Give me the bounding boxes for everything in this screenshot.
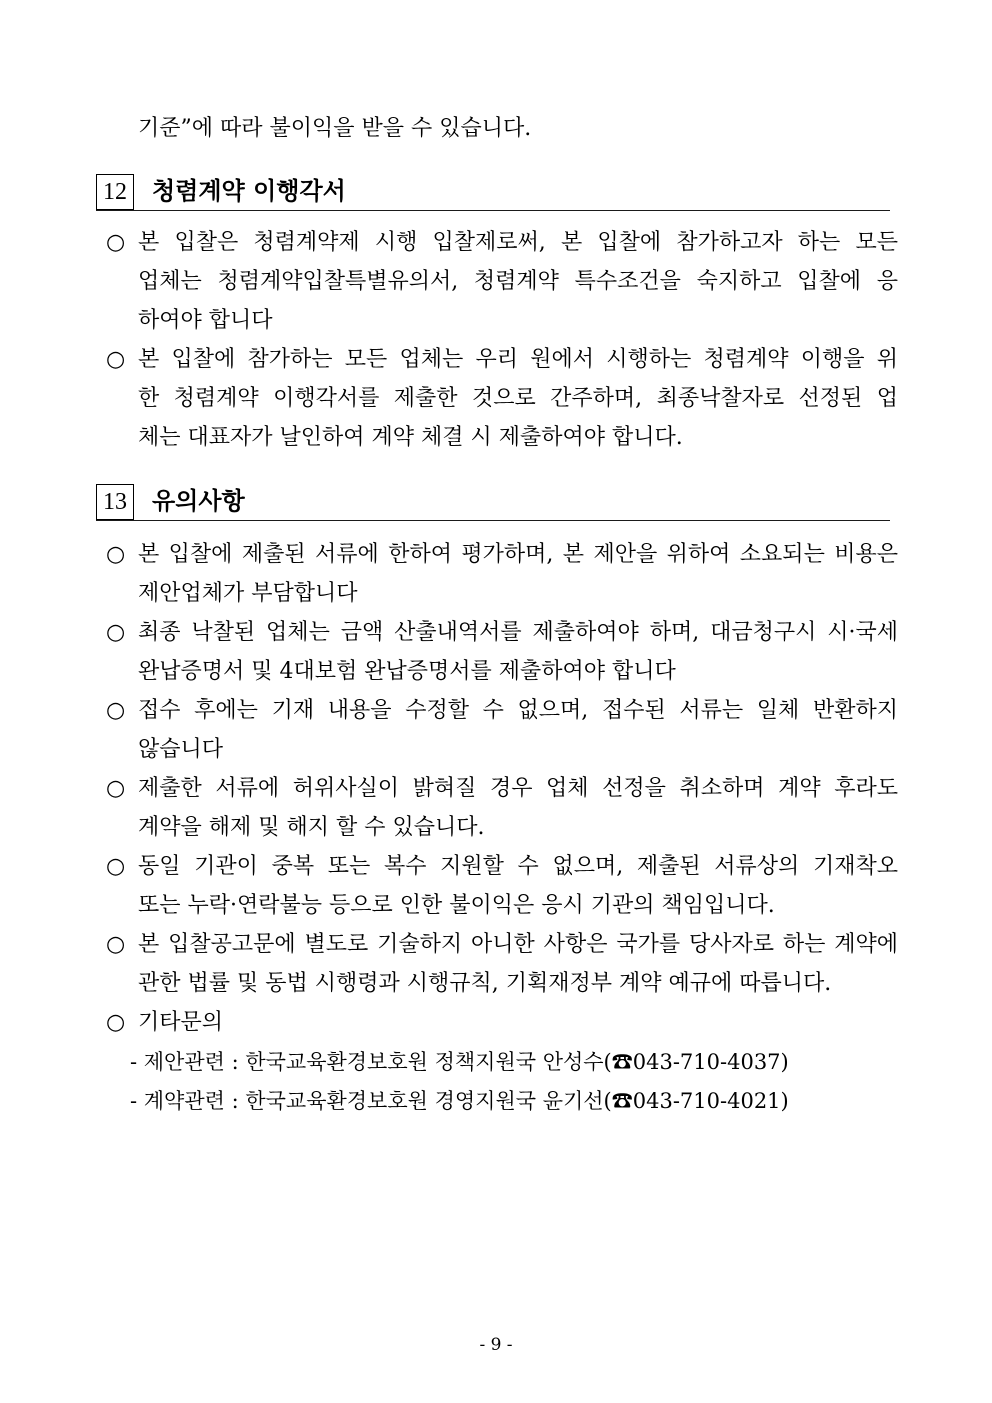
circle-bullet-icon: ○ [106,230,126,255]
circle-bullet-icon: ○ [106,932,126,957]
list-item-continuation [106,969,898,999]
list-item-continuation [106,384,898,414]
item-text-line: 한 청렴계약 이행각서를 제출한 것으로 간주하며, 최종낙찰자로 선정된 업 [138,386,898,411]
list-item [106,228,898,258]
list-item-continuation [106,657,898,687]
list-item [106,774,898,804]
list-item-continuation [106,306,898,336]
circle-bullet-icon: ○ [106,854,126,879]
item-text-line: 않습니다 [138,737,224,762]
section-title: 유의사항 [152,486,245,515]
section-heading-12 [96,174,890,211]
section-heading-13 [96,484,890,521]
list-item-continuation [106,891,898,921]
item-text-line: 체는 대표자가 날인하여 계약 체결 시 제출하여야 합니다. [138,425,683,450]
list-item [106,540,898,570]
circle-bullet-icon: ○ [106,1010,126,1035]
item-text-line: 또는 누락·연락불능 등으로 인한 불이익은 응시 기관의 책임입니다. [138,893,775,918]
item-text-line: 기타문의 [138,1010,224,1035]
section-number-box: 13 [96,484,134,520]
section-number-box: 12 [96,174,134,210]
item-text-line: 계약을 해제 및 해지 할 수 있습니다. [138,815,485,840]
item-text-line: 업체는 청렴계약입찰특별유의서, 청렴계약 특수조건을 숙지하고 입찰에 응 [138,269,898,294]
list-item-continuation [106,423,898,453]
list-item [106,618,898,648]
contact-contract: - 계약관련 : 한국교육환경보호원 경영지원국 윤기선(☎043-710-4021) [130,1089,789,1113]
item-text-line: 제안업체가 부담합니다 [138,581,358,606]
item-text-line: 관한 법률 및 동법 시행령과 시행규칙, 기획재정부 계약 예규에 따릅니다. [138,971,832,996]
item-text-line: 하여야 합니다 [138,308,273,333]
circle-bullet-icon: ○ [106,542,126,567]
list-item [106,1008,898,1038]
item-text-line: 본 입찰에 제출된 서류에 한하여 평가하며, 본 제안을 위하여 소요되는 비용은 [138,542,898,567]
page-number: - 9 - [479,1335,513,1355]
list-item-continuation [106,813,898,843]
item-text-line: 동일 기관이 중복 또는 복수 지원할 수 없으며, 제출된 서류상의 기재착오 [138,854,898,879]
list-item [106,852,898,882]
item-text-line: 최종 낙찰된 업체는 금액 산출내역서를 제출하여야 하며, 대금청구시 시·국세 [138,620,898,645]
item-text-line: 본 입찰공고문에 별도로 기술하지 아니한 사항은 국가를 당사자로 하는 계약에 [138,932,898,957]
list-item [106,696,898,726]
list-item [106,930,898,960]
list-item [106,345,898,375]
circle-bullet-icon: ○ [106,776,126,801]
circle-bullet-icon: ○ [106,620,126,645]
item-text-line: 본 입찰에 참가하는 모든 업체는 우리 원에서 시행하는 청렴계약 이행을 위 [138,347,898,372]
intro-line: 기준”에 따라 불이익을 받을 수 있습니다. [138,116,532,141]
circle-bullet-icon: ○ [106,698,126,723]
list-item-continuation [106,267,898,297]
item-text-line: 접수 후에는 기재 내용을 수정할 수 없으며, 접수된 서류는 일체 반환하지 [138,698,898,723]
list-item-continuation [106,735,898,765]
contact-proposal: - 제안관련 : 한국교육환경보호원 정책지원국 안성수(☎043-710-4037) [130,1050,789,1074]
section-title: 청렴계약 이행각서 [152,176,346,205]
circle-bullet-icon: ○ [106,347,126,372]
list-item-continuation [106,579,898,609]
item-text-line: 본 입찰은 청렴계약제 시행 입찰제로써, 본 입찰에 참가하고자 하는 모든 [138,230,898,255]
item-text-line: 완납증명서 및 4대보험 완납증명서를 제출하여야 합니다 [138,659,676,684]
item-text-line: 제출한 서류에 허위사실이 밝혀질 경우 업체 선정을 취소하며 계약 후라도 [138,776,898,801]
